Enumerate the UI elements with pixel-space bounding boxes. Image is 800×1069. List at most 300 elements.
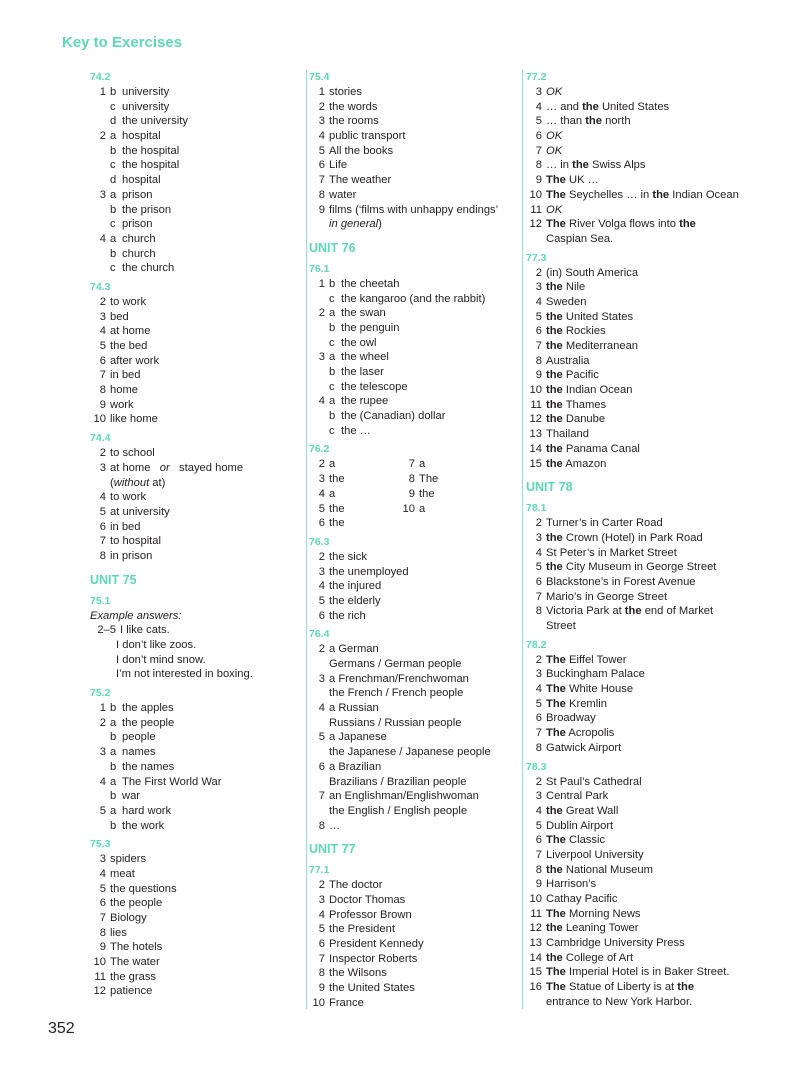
answer-column-3 — [522, 70, 739, 1009]
answer-text: I like cats. — [120, 624, 170, 637]
item-number: 8 — [99, 926, 106, 939]
answer-row — [309, 579, 503, 594]
answer-row — [309, 158, 503, 173]
answer-text: … in the Swiss Alps — [546, 159, 646, 172]
item-letter: c — [329, 424, 335, 437]
answer-row — [309, 409, 503, 424]
answer-text: the City Museum in George Street — [546, 561, 717, 574]
item-number: 4 — [535, 100, 542, 113]
answer-row — [309, 966, 503, 981]
answer-row — [526, 427, 719, 442]
item-letter: b — [329, 321, 336, 334]
item-number: 2 — [99, 716, 106, 729]
answer-text: Harrison’s — [546, 878, 597, 891]
answer-row — [90, 984, 270, 999]
item-number: 4 — [318, 130, 325, 143]
answer-text: St Paul’s Cathedral — [546, 775, 642, 788]
answer-text: Broadway — [546, 712, 596, 725]
item-number: 8 — [535, 159, 542, 172]
exercise-number: 78.3 — [526, 760, 547, 773]
answer-row — [309, 306, 503, 321]
answer-row — [90, 158, 270, 173]
item-number: 7 — [535, 340, 542, 352]
answer-row — [526, 295, 719, 310]
item-number: 6 — [99, 520, 106, 533]
answer-text: the grass — [110, 970, 157, 983]
answer-row — [90, 667, 270, 682]
exercise-number: 75.3 — [90, 838, 111, 851]
unit-heading: UNIT 76 — [309, 240, 356, 255]
answer-text: … and the United States — [546, 100, 670, 113]
item-number: 6 — [535, 130, 542, 143]
answer-text: in prison — [110, 549, 153, 562]
answer-row — [309, 550, 503, 565]
answer-row — [309, 804, 503, 819]
answer-text: prison — [122, 218, 153, 231]
item-number: 8 — [408, 473, 415, 486]
answer-text: in bed — [110, 520, 141, 533]
item-letter: c — [329, 336, 335, 349]
answer-row — [90, 623, 270, 638]
answer-row — [90, 926, 270, 941]
answer-text: the prison — [122, 203, 172, 216]
exercise-number: 75.2 — [90, 687, 111, 700]
answer-text: Russians / Russian people — [329, 716, 462, 729]
answer-row — [526, 697, 719, 712]
item-number: 3 — [318, 351, 325, 364]
answer-row — [90, 970, 270, 985]
item-number: 4 — [99, 325, 106, 338]
item-number: 6 — [535, 325, 542, 338]
answer-row — [526, 892, 719, 907]
answer-row — [90, 398, 270, 413]
item-number: 3 — [99, 310, 106, 323]
item-number: 13 — [529, 428, 542, 441]
item-number: 4 — [99, 491, 106, 504]
answer-text: … — [329, 819, 341, 832]
answer-text: I don’t mind snow. — [116, 653, 206, 666]
answer-text: The Seychelles … in the Indian Ocean — [546, 188, 739, 201]
item-number: 4 — [99, 232, 106, 245]
answer-row — [526, 368, 719, 383]
item-number: 8 — [535, 863, 542, 876]
item-number: 6 — [318, 760, 325, 773]
item-number: 4 — [99, 867, 106, 880]
answer-row — [526, 951, 719, 966]
answer-text: the questions — [110, 882, 177, 895]
item-number: 6 — [535, 575, 542, 588]
answer-text: Street — [546, 620, 576, 632]
item-number: 2 — [318, 550, 325, 563]
answer-row — [90, 247, 270, 262]
answer-row — [526, 232, 719, 247]
item-number: 2 — [318, 100, 325, 113]
answer-row — [90, 354, 270, 369]
answer-text: the university — [122, 115, 188, 128]
item-number: 4 — [535, 295, 542, 308]
item-number: 9 — [535, 174, 542, 187]
answer-row — [526, 877, 719, 892]
answer-text: war — [122, 790, 141, 803]
answer-text: Caspian Sea. — [546, 232, 614, 245]
answer-text: the rupee — [341, 395, 389, 408]
answer-text: the swan — [341, 307, 386, 320]
answer-text: patience — [110, 985, 153, 998]
item-number: 5 — [318, 594, 325, 607]
answer-text: church — [122, 232, 156, 245]
item-number: 6 — [318, 517, 325, 530]
item-number: 7 — [535, 144, 542, 157]
item-number: 9 — [535, 369, 542, 382]
answer-text: the Great Wall — [546, 804, 619, 817]
answer-row — [309, 789, 503, 804]
answer-row — [526, 398, 719, 413]
answer-text: The White House — [546, 683, 634, 696]
exercise-number: 77.1 — [309, 864, 330, 877]
answer-text: Biology — [110, 912, 147, 924]
answer-row — [90, 476, 270, 491]
item-number: 12 — [529, 413, 542, 426]
answer-row — [90, 310, 270, 325]
item-letter: a — [329, 351, 336, 364]
answer-text: university — [122, 100, 170, 113]
item-number: 6 — [99, 354, 106, 367]
answer-text: like home — [110, 413, 158, 426]
item-number: 14 — [529, 951, 542, 964]
answer-row — [309, 981, 503, 996]
item-number: 8 — [318, 967, 325, 980]
answer-text: hospital — [122, 174, 161, 187]
item-letter: b — [110, 760, 117, 773]
answer-text: people — [122, 731, 156, 744]
answer-text: the elderly — [329, 594, 381, 607]
answer-text: the unemployed — [329, 565, 409, 578]
item-letter: a — [110, 775, 117, 788]
answer-text: films (‘films with unhappy endings’ — [329, 203, 499, 216]
answer-text: a Frenchman/Frenchwoman — [329, 672, 469, 685]
item-number: 7 — [99, 912, 106, 924]
answer-row — [309, 336, 503, 351]
answer-text: church — [122, 247, 156, 260]
answer-text: a — [419, 502, 426, 515]
item-letter: b — [110, 247, 117, 260]
answer-row — [309, 394, 503, 409]
item-number: 8 — [535, 605, 542, 618]
item-number: 10 — [402, 502, 415, 515]
answer-text: water — [329, 188, 357, 201]
answer-text: Buckingham Palace — [546, 668, 645, 681]
answer-row — [90, 188, 270, 203]
answer-row — [526, 995, 719, 1010]
item-number: 9 — [318, 203, 325, 216]
answer-row — [90, 716, 270, 731]
answer-text: the Pacific — [546, 369, 599, 382]
answer-text: an Englishman/Englishwoman — [329, 790, 479, 803]
answer-text: Inspector Roberts — [329, 952, 418, 965]
answer-text: entrance to New York Harbor. — [546, 995, 693, 1008]
answer-text: I don’t like zoos. — [116, 639, 197, 651]
answer-text: Doctor Thomas — [329, 893, 406, 906]
item-number: 4 — [318, 908, 325, 921]
item-number: 5 — [318, 502, 325, 515]
answer-text: to hospital — [110, 535, 161, 548]
item-number: 6 — [318, 159, 325, 172]
exercise-number: 75.1 — [90, 594, 111, 607]
item-number: 9 — [408, 487, 415, 500]
item-number: 7 — [99, 369, 106, 382]
answer-text: Brazilians / Brazilian people — [329, 775, 467, 788]
exercise-number: 75.4 — [309, 71, 330, 83]
answer-text: The Statue of Liberty is at the — [546, 981, 695, 994]
answer-row — [526, 310, 719, 325]
answer-text: spiders — [110, 853, 147, 866]
item-number: 12 — [93, 985, 106, 998]
answer-row — [309, 380, 503, 395]
answer-text: to school — [110, 447, 155, 460]
item-number: 3 — [535, 531, 542, 544]
answer-text: Mario’s in George Street — [546, 590, 668, 603]
answer-row — [90, 896, 270, 911]
answer-text: the Danube — [546, 413, 606, 426]
answer-row — [526, 354, 719, 369]
answer-text: the Panama Canal — [546, 442, 640, 455]
answer-text: Dublin Airport — [546, 819, 614, 832]
answer-row — [309, 365, 503, 380]
answer-text: The Acropolis — [546, 727, 615, 740]
answer-row — [309, 424, 503, 439]
answer-text: at university — [110, 505, 170, 518]
item-number: 5 — [99, 340, 106, 352]
answer-row — [90, 549, 270, 564]
item-letter: d — [110, 174, 117, 187]
answer-text: the — [329, 473, 345, 486]
answer-row — [90, 446, 270, 461]
answer-row — [526, 100, 719, 115]
item-number: 6 — [318, 609, 325, 622]
item-number: 3 — [318, 565, 325, 578]
answer-row — [90, 852, 270, 867]
item-letter: a — [110, 232, 117, 245]
answer-text: the hospital — [122, 144, 180, 157]
answer-text: lies — [110, 926, 127, 939]
item-number: 2 — [318, 643, 325, 656]
answer-row — [309, 745, 503, 760]
answer-text: in general) — [329, 218, 382, 231]
answer-column-1 — [90, 70, 270, 1009]
answer-row — [526, 188, 739, 203]
answer-text: OK — [546, 144, 563, 157]
answer-text: Blackstone’s in Forest Avenue — [546, 575, 696, 588]
item-letter: a — [110, 188, 117, 201]
answer-row — [90, 100, 270, 115]
answer-row — [90, 653, 270, 668]
item-number: 3 — [318, 473, 325, 486]
item-number: 1 — [99, 702, 106, 715]
answer-text: the penguin — [341, 321, 400, 334]
item-number: 8 — [99, 384, 106, 397]
exercise-number: 78.1 — [526, 502, 547, 515]
answer-text: to work — [110, 491, 147, 504]
answer-text: the President — [329, 923, 395, 936]
answer-row — [526, 173, 719, 188]
item-letter: a — [329, 395, 336, 408]
answer-row — [526, 590, 719, 605]
item-letter: b — [110, 144, 117, 157]
answer-text: Victoria Park at the end of Market — [546, 605, 714, 618]
unit-heading: UNIT 77 — [309, 842, 356, 857]
answer-text: the French / French people — [329, 687, 464, 700]
answer-row — [309, 321, 503, 336]
item-number: 7 — [535, 727, 542, 740]
answer-row — [90, 324, 270, 339]
answer-text: stories — [329, 86, 362, 98]
item-number: 4 — [535, 683, 542, 696]
answer-text: the people — [110, 897, 163, 910]
item-number: 5 — [99, 882, 106, 895]
answer-text: The water — [110, 956, 160, 969]
item-number: 5 — [318, 731, 325, 744]
item-number: 7 — [318, 952, 325, 965]
item-letter: c — [110, 159, 116, 172]
answer-text: France — [329, 996, 364, 1009]
answer-text: OK — [546, 86, 563, 98]
answer-text: the hospital — [122, 159, 180, 172]
answer-text: a German — [329, 643, 379, 656]
answer-row — [526, 741, 719, 756]
answer-column-2 — [306, 70, 503, 1009]
item-number: 10 — [529, 188, 542, 201]
answer-row — [526, 682, 719, 697]
answer-row — [526, 604, 719, 619]
answer-text: The — [419, 473, 439, 486]
item-letter: b — [329, 410, 336, 423]
answer-row — [526, 144, 719, 159]
item-letter: b — [110, 86, 117, 98]
exercise-number: 74.3 — [90, 280, 111, 293]
item-number: 4 — [535, 546, 542, 559]
answer-text: St Peter’s in Market Street — [546, 546, 677, 559]
item-letter: b — [110, 702, 117, 715]
answer-text: OK — [546, 203, 563, 216]
item-number: 3 — [99, 853, 106, 866]
item-number: 4 — [318, 487, 325, 500]
answer-text: the College of Art — [546, 951, 634, 964]
answer-row — [90, 217, 270, 232]
answer-row — [526, 667, 719, 682]
item-number: 15 — [529, 966, 542, 979]
answer-row — [90, 701, 270, 716]
item-number: 12 — [529, 922, 542, 935]
answer-text: (in) South America — [546, 266, 639, 279]
answer-text: Thailand — [546, 428, 589, 441]
answer-row — [90, 368, 270, 383]
item-number: 8 — [535, 354, 542, 367]
item-number: 1 — [318, 277, 325, 290]
answer-text: university — [122, 86, 170, 98]
item-number: 3 — [535, 281, 542, 294]
item-letter: c — [110, 100, 116, 113]
answer-text: the Mediterranean — [546, 340, 639, 352]
item-number: 5 — [318, 923, 325, 936]
answer-text: the work — [122, 819, 165, 832]
answer-row — [526, 980, 719, 995]
answer-row — [526, 85, 719, 100]
item-letter: b — [329, 366, 336, 378]
answer-row — [90, 461, 270, 476]
item-number: 7 — [318, 174, 325, 187]
item-number: 10 — [93, 413, 106, 426]
answer-text: The Classic — [546, 834, 606, 847]
item-number: 11 — [530, 398, 542, 411]
item-number: 3 — [318, 893, 325, 906]
answer-text: the Amazon — [546, 457, 607, 470]
answer-text: a Japanese — [329, 731, 387, 744]
answer-row — [309, 922, 503, 937]
answer-row — [90, 955, 270, 970]
answer-row — [90, 412, 270, 427]
item-number: 2 — [318, 879, 325, 892]
answer-text: the kangaroo (and the rabbit) — [341, 292, 486, 305]
item-number: 3 — [535, 790, 542, 803]
item-number: 3 — [99, 461, 106, 474]
answer-text: The First World War — [122, 775, 222, 788]
item-number: 6 — [535, 834, 542, 847]
answer-row — [309, 819, 503, 834]
answer-row — [526, 775, 719, 790]
answer-row — [309, 203, 503, 218]
item-number: 8 — [318, 819, 325, 832]
item-number: 5 — [318, 144, 325, 157]
item-number: 5 — [99, 804, 106, 817]
answer-text: Life — [329, 159, 348, 172]
answer-text: the cheetah — [341, 277, 400, 290]
answer-row — [90, 609, 270, 624]
answer-text: President Kennedy — [329, 938, 424, 950]
answer-row — [90, 867, 270, 882]
item-number: 2–5 — [97, 624, 116, 637]
answer-row — [309, 457, 489, 472]
answer-text: Australia — [546, 354, 590, 367]
answer-row — [526, 457, 719, 472]
answer-row — [526, 266, 719, 281]
exercise-number: 74.2 — [90, 71, 111, 83]
exercise-number: 78.2 — [526, 638, 547, 651]
answer-row — [90, 638, 270, 653]
item-number: 11 — [530, 907, 542, 920]
answer-text: names — [122, 746, 156, 759]
answer-text: the words — [329, 100, 378, 113]
answer-text: the Rockies — [546, 325, 606, 338]
item-number: 6 — [99, 897, 106, 910]
item-number: 7 — [535, 590, 542, 603]
answer-row — [526, 442, 719, 457]
answer-row — [526, 936, 719, 951]
item-number: 4 — [318, 702, 325, 715]
answer-text: The Imperial Hotel is in Baker Street. — [546, 966, 730, 979]
answer-text: I’m not interested in boxing. — [116, 668, 253, 681]
item-number: 4 — [535, 804, 542, 817]
item-number: 2 — [99, 130, 106, 143]
answer-text: the laser — [341, 366, 384, 378]
answer-row — [90, 534, 270, 549]
item-number: 3 — [535, 668, 542, 681]
item-number: 7 — [99, 535, 106, 548]
item-number: 7 — [408, 458, 415, 471]
answer-text: … than the north — [546, 115, 631, 128]
answer-row — [90, 520, 270, 535]
answer-text: bed — [110, 310, 129, 323]
answer-row — [90, 203, 270, 218]
